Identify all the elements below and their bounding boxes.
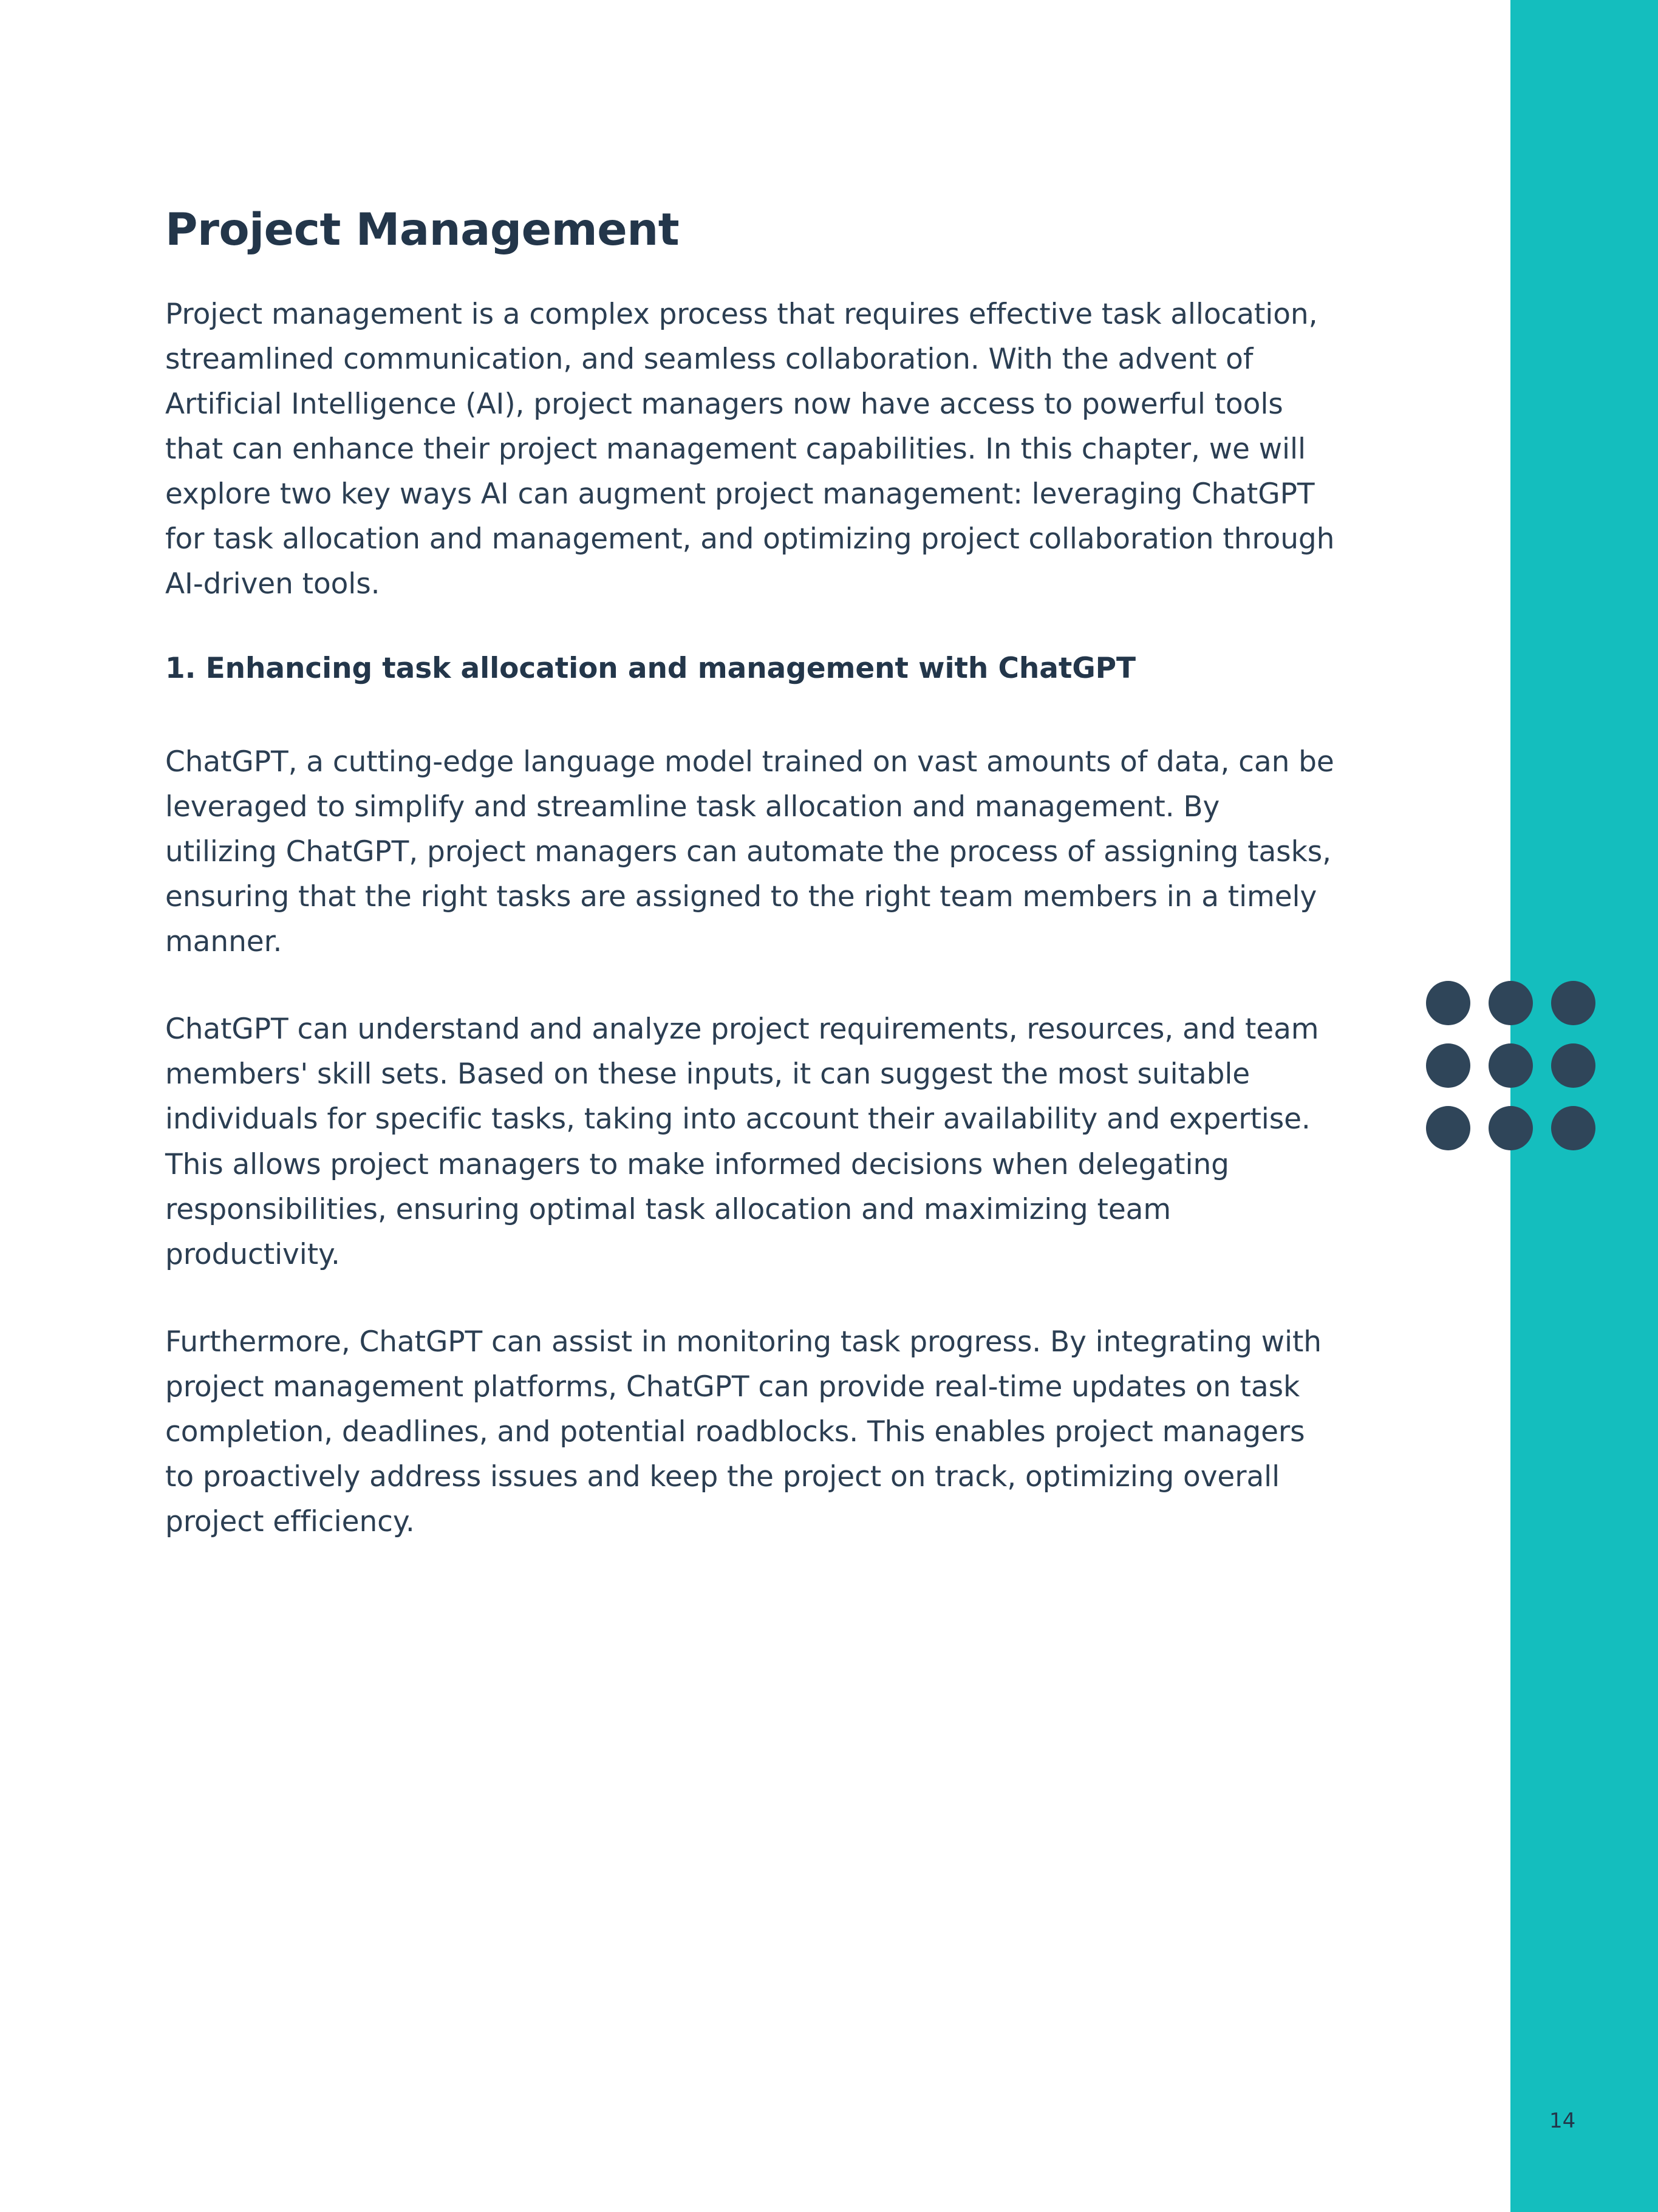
page-number: 14 <box>1549 2109 1576 2133</box>
paragraph-chatgpt-analysis: ChatGPT can understand and analyze project requirements, resources, and team members' skill sets. Based on these inputs, it can suggest the most suitable individuals for specific tasks, taking into account their availability and expertise. This allows project managers to make informed decisions when delegating responsibilities, ensuring optimal task allocation and maximizing team productivity. <box>165 1012 1319 1271</box>
dot-grid-circle <box>1551 981 1595 1025</box>
document-content <box>165 204 1337 1587</box>
dot-grid-circle <box>1426 981 1470 1025</box>
paragraph-chatgpt-monitoring: Furthermore, ChatGPT can assist in monitoring task progress. By integrating with project management platforms, ChatGPT can provide real-time updates on task completion, deadlines, and potential roadblocks. This enables project managers to proactively address issues and keep the project on track, optimizing overall project efficiency. <box>165 1325 1322 1538</box>
section-heading-1: 1. Enhancing task allocation and management with ChatGPT <box>165 651 1136 685</box>
paragraph-chatgpt-overview: ChatGPT, a cutting-edge language model trained on vast amounts of data, can be leveraged to simplify and streamline task allocation and management. By utilizing ChatGPT, project managers can automate the process of assigning tasks, ensuring that the right tasks are assigned to the right team members in a timely manner. <box>165 745 1334 959</box>
page-title: Project Management <box>165 204 680 256</box>
paragraph-intro: Project management is a complex process that requires effective task allocation, streamlined communication, and seamless collaboration. With the advent of Artificial Intelligence (AI), project managers now have access to powerful tools that can enhance their project management capabilities. In this chapter, we will explore two key ways AI can augment project management: leveraging ChatGPT for task allocation and management, and optimizing project collaboration through AI-driven tools. <box>165 297 1335 601</box>
dot-grid-circle <box>1426 1106 1470 1150</box>
dot-grid-circle <box>1489 981 1533 1025</box>
dot-grid-circle <box>1489 1043 1533 1088</box>
decorative-dot-grid <box>1426 981 1596 1151</box>
dot-grid-circle <box>1551 1043 1595 1088</box>
dot-grid-circle <box>1551 1106 1595 1150</box>
dot-grid-circle <box>1489 1106 1533 1150</box>
dot-grid-circle <box>1426 1043 1470 1088</box>
